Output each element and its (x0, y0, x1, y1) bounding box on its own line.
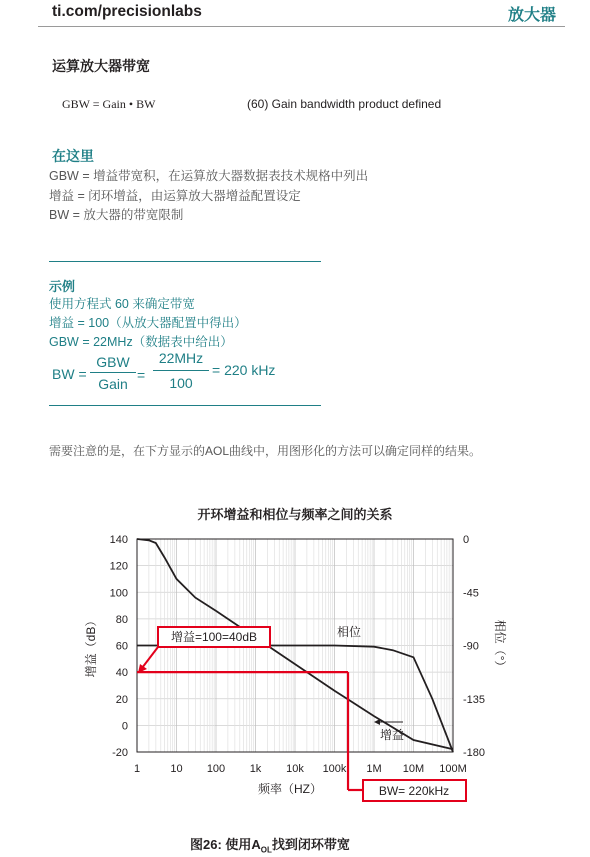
phase-series-label: 相位 (337, 625, 362, 639)
figure-caption (190, 834, 350, 855)
y-tick-label: 60 (115, 640, 128, 653)
caption-subscript: OL (260, 845, 272, 855)
x-axis-ticks (134, 763, 467, 775)
y-tick-label: 140 (109, 534, 128, 546)
fraction-numerator: 22MHz (158, 350, 204, 366)
y-tick-label: 80 (115, 613, 128, 626)
example-line-3: GBW = 22MHz（数据表中给出） (49, 335, 233, 349)
example-line-1: 使用方程式 60 来确定带宽 (49, 297, 195, 311)
y2-tick-label: -90 (463, 640, 479, 653)
x-axis-label: 频率（HZ） (258, 782, 322, 796)
y2-tick-label: 0 (463, 534, 470, 546)
x-tick-label: 100M (439, 763, 467, 775)
x-tick-label: 100k (322, 763, 347, 775)
bw-result: = 220 kHz (212, 362, 276, 378)
where-title: 在这里 (52, 148, 94, 164)
y-tick-label: -20 (112, 747, 128, 759)
body-note: 需要注意的是，在下方显示的AOL曲线中，用图形化的方法可以确定同样的结果。 (49, 444, 482, 458)
y2-tick-label: -180 (463, 747, 486, 759)
gain-callout-text: 增益=100=40dB (170, 630, 258, 644)
x-tick-label: 100 (206, 763, 226, 775)
y-tick-label: 0 (121, 720, 128, 733)
formula-note: (60) Gain bandwidth product defined (247, 97, 442, 111)
y2-axis-label: 相位（°） (493, 619, 507, 673)
example-title: 示例 (49, 279, 76, 294)
definition-bw: BW = 放大器的带宽限制 (49, 208, 184, 222)
bw-label: BW = (52, 366, 87, 382)
gain-series-label: 增益 (380, 728, 405, 742)
y-tick-label: 120 (109, 560, 128, 573)
bw-callout-text: BW= 220kHz (378, 784, 450, 798)
fraction-denominator: Gain (98, 376, 128, 392)
y2-axis-ticks (463, 534, 485, 759)
y-tick-label: 100 (109, 587, 128, 600)
x-tick-label: 10M (402, 763, 425, 775)
fraction-numerator: GBW (96, 354, 130, 370)
section-title: 运算放大器带宽 (52, 58, 150, 74)
y-axis-label: 增益（dB） (84, 614, 98, 678)
x-tick-label: 10k (286, 763, 304, 775)
gain-label-arrowhead (374, 719, 380, 725)
caption-prefix: 图26: 使用A (190, 837, 261, 852)
caption-suffix: 找到闭环带宽 (271, 837, 350, 852)
definition-gain: 增益 = 闭环增益，由运算放大器增益配置设定 (49, 189, 301, 203)
x-tick-label: 10 (170, 763, 183, 775)
definition-gbw: GBW = 增益带宽积，在运算放大器数据表技术规格中列出 (49, 169, 369, 183)
y2-tick-label: -135 (463, 693, 486, 706)
y2-tick-label: -45 (463, 587, 479, 600)
fraction-denominator: 100 (169, 375, 193, 391)
x-tick-label: 1k (249, 763, 262, 775)
y-tick-label: 20 (115, 693, 128, 706)
y-axis-ticks (110, 534, 128, 759)
equals-sign: = (137, 367, 146, 383)
x-tick-label: 1 (133, 763, 141, 775)
x-tick-label: 1M (366, 763, 382, 775)
section-label: 放大器 (508, 7, 557, 24)
formula-expression: GBW = Gain • BW (62, 97, 156, 111)
site-url[interactable]: ti.com/precisionlabs (52, 3, 202, 20)
y-tick-label: 40 (115, 667, 128, 680)
example-line-2: 增益 = 100（从放大器配置中得出） (49, 316, 247, 330)
chart-title: 开环增益和相位与频率之间的关系 (197, 507, 393, 522)
